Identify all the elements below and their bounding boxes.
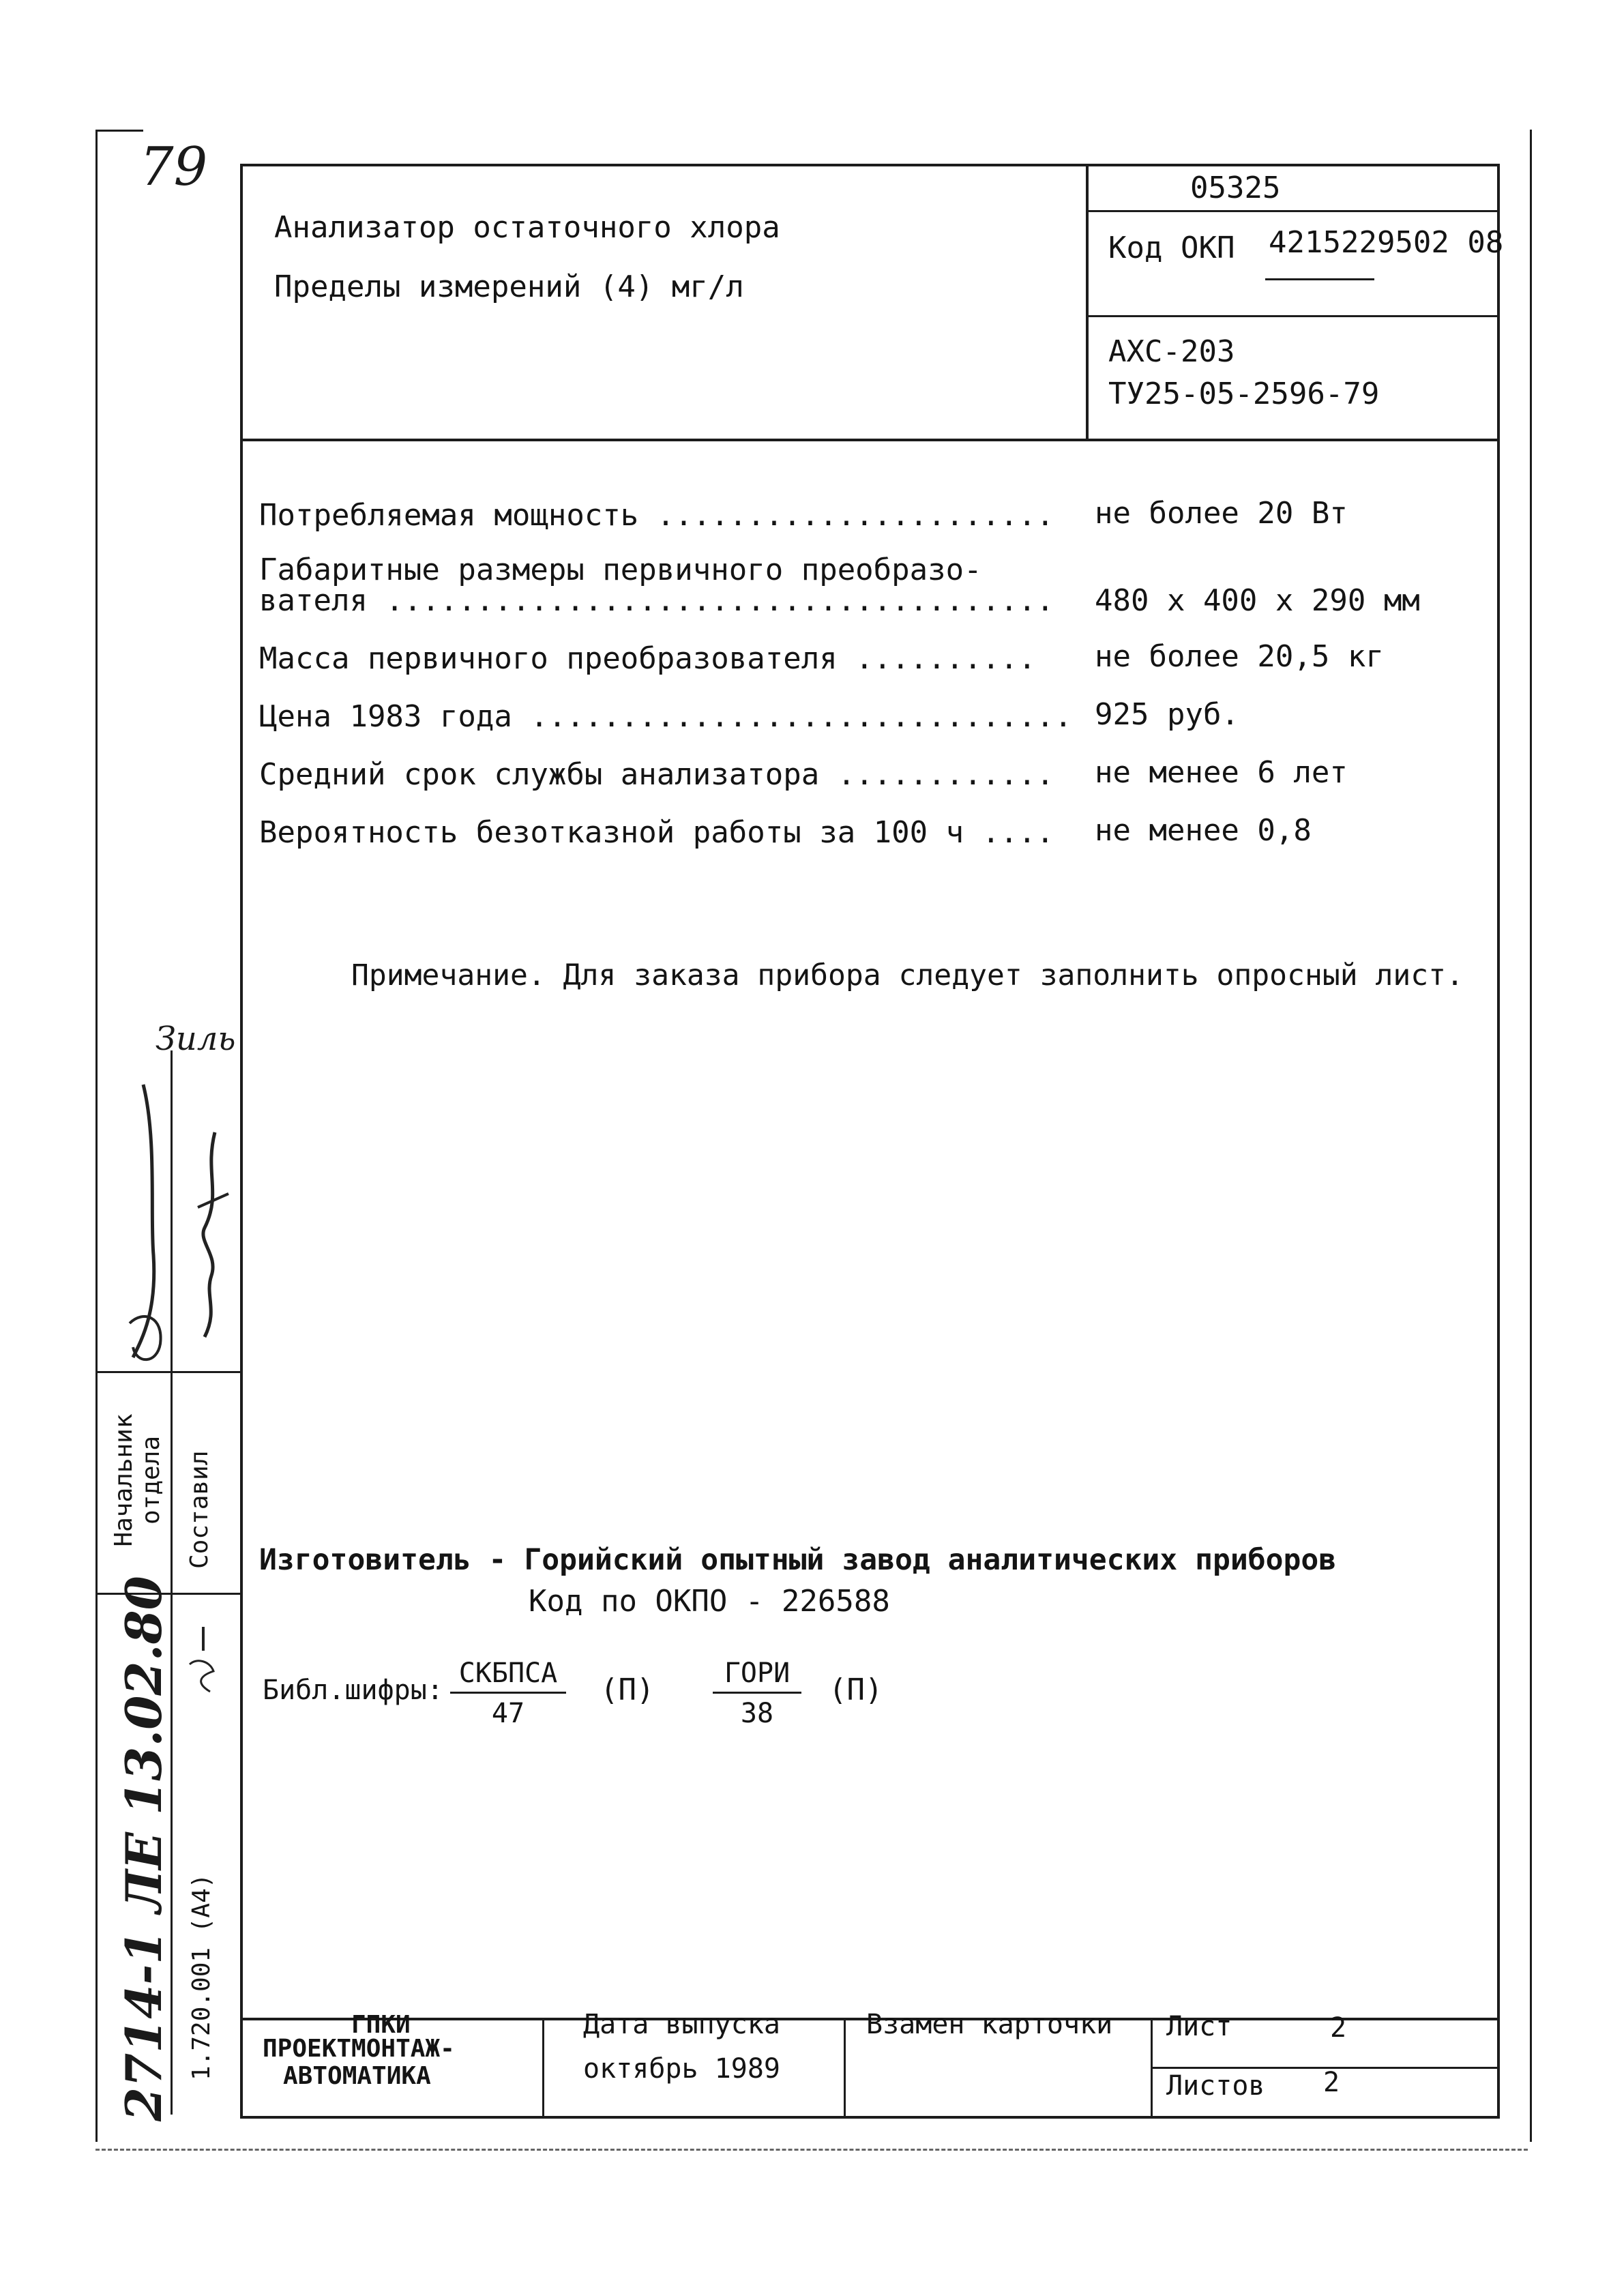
signature-small	[183, 1623, 224, 1698]
page-number-handwritten: 79	[140, 136, 208, 198]
note: Примечание. Для заказа прибора следует заполнить опросный лист.	[351, 958, 1464, 992]
stamp-head-of-dept-text: Начальник отдела	[110, 1413, 165, 1547]
okp-underline	[1265, 278, 1374, 280]
library-code-1-suffix: (П)	[600, 1673, 655, 1707]
stamp-head-of-dept	[110, 1378, 165, 1583]
footer-col1	[542, 2018, 544, 2118]
spec-label-reliability: Вероятность безотказной работы за 100 ч ....	[259, 815, 1054, 850]
bottom-dotted-rule	[95, 2149, 1528, 2151]
manufacturer-line1: Изготовитель - Горийский опытный завод аналитических приборов	[259, 1543, 1337, 1577]
footer-col2	[844, 2018, 846, 2118]
stamp-handwritten-ref-text: 2714-1 ЛЕ 13.02.80	[115, 1576, 173, 2121]
outer-left-border	[95, 130, 98, 2142]
signature-note: Зиль	[156, 1020, 236, 1058]
stamp-compiled-by-text: Составил	[186, 1450, 213, 1569]
footer-sheets-label: Листов	[1166, 2070, 1265, 2102]
library-code-2	[713, 1658, 801, 1729]
footer-sheets-value: 2	[1323, 2067, 1340, 2098]
library-code-1-top: СКБПСА	[450, 1658, 566, 1694]
spec-value-dimensions: 480 х 400 х 290 мм	[1095, 583, 1420, 618]
spec-value-price: 925 руб.	[1095, 697, 1239, 732]
signatures	[102, 1037, 246, 1378]
outer-right-border	[1530, 130, 1532, 2142]
stamp-doc-code	[188, 1874, 216, 2080]
okp-code: 4215229502 08	[1269, 225, 1504, 260]
library-code-1-bottom: 47	[491, 1698, 525, 1729]
spec: ТУ25-05-2596-79	[1108, 377, 1380, 411]
stamp-handwritten-ref	[115, 1576, 173, 2121]
frame-top	[242, 164, 1499, 166]
footer-replaces-label: Взамен карточки	[866, 2009, 1113, 2040]
spec-label-service-life: Средний срок службы анализатора ............	[259, 757, 1054, 792]
stamp-doc-code-text: 1.720.001 (А4)	[188, 1873, 216, 2080]
frame-right	[1497, 164, 1500, 2118]
okp-label: Код ОКП	[1108, 231, 1235, 265]
frame-bottom	[240, 2116, 1500, 2119]
header-right-row2	[1086, 315, 1500, 317]
manufacturer-line2: Код по ОКПО - 226588	[529, 1584, 890, 1619]
footer-org-line1: ГПКИ	[351, 2011, 411, 2039]
spec-value-reliability: не менее 0,8	[1095, 813, 1312, 848]
card-number: 05325	[1190, 171, 1281, 205]
header-divider-vertical	[1086, 164, 1089, 440]
footer-org-line3: АВТОМАТИКА	[283, 2062, 431, 2090]
spec-value-service-life: не менее 6 лет	[1095, 755, 1348, 790]
library-label: Библ.шифры:	[263, 1675, 443, 1706]
footer-issue-label: Дата выпуска	[583, 2009, 780, 2040]
outer-top-border	[95, 130, 143, 132]
spec-label-price: Цена 1983 года ..............................	[259, 699, 1073, 734]
spec-label-power: Потребляемая мощность ......................	[259, 498, 1054, 533]
library-code-2-bottom: 38	[740, 1698, 774, 1729]
footer-issue-date: октябрь 1989	[583, 2053, 780, 2085]
footer-org-line2: ПРОЕКТМОНТАЖ-	[263, 2035, 455, 2063]
model: АХС-203	[1108, 334, 1235, 369]
library-code-2-suffix: (П)	[829, 1673, 883, 1707]
header-divider-horizontal	[240, 439, 1500, 441]
footer-sheet-value: 2	[1330, 2012, 1347, 2044]
product-name: Анализатор остаточного хлора	[274, 210, 780, 245]
library-code-2-top: ГОРИ	[713, 1658, 801, 1694]
stamp-compiled-by	[186, 1451, 213, 1569]
measurement-range: Пределы измерений (4) мг/л	[274, 269, 744, 304]
spec-value-mass: не более 20,5 кг	[1095, 639, 1384, 674]
footer-sheet-label: Лист	[1166, 2011, 1232, 2042]
header-right-row1	[1086, 210, 1500, 212]
spec-label-dimensions: Габаритные размеры первичного преобразо-	[259, 553, 982, 587]
spec-value-power: не более 20 Вт	[1095, 496, 1348, 531]
spec-label-mass: Масса первичного преобразователя ..........	[259, 641, 1037, 676]
spec-label-dimensions-cont: вателя .....................................	[259, 583, 1054, 618]
library-code-1	[450, 1658, 566, 1729]
